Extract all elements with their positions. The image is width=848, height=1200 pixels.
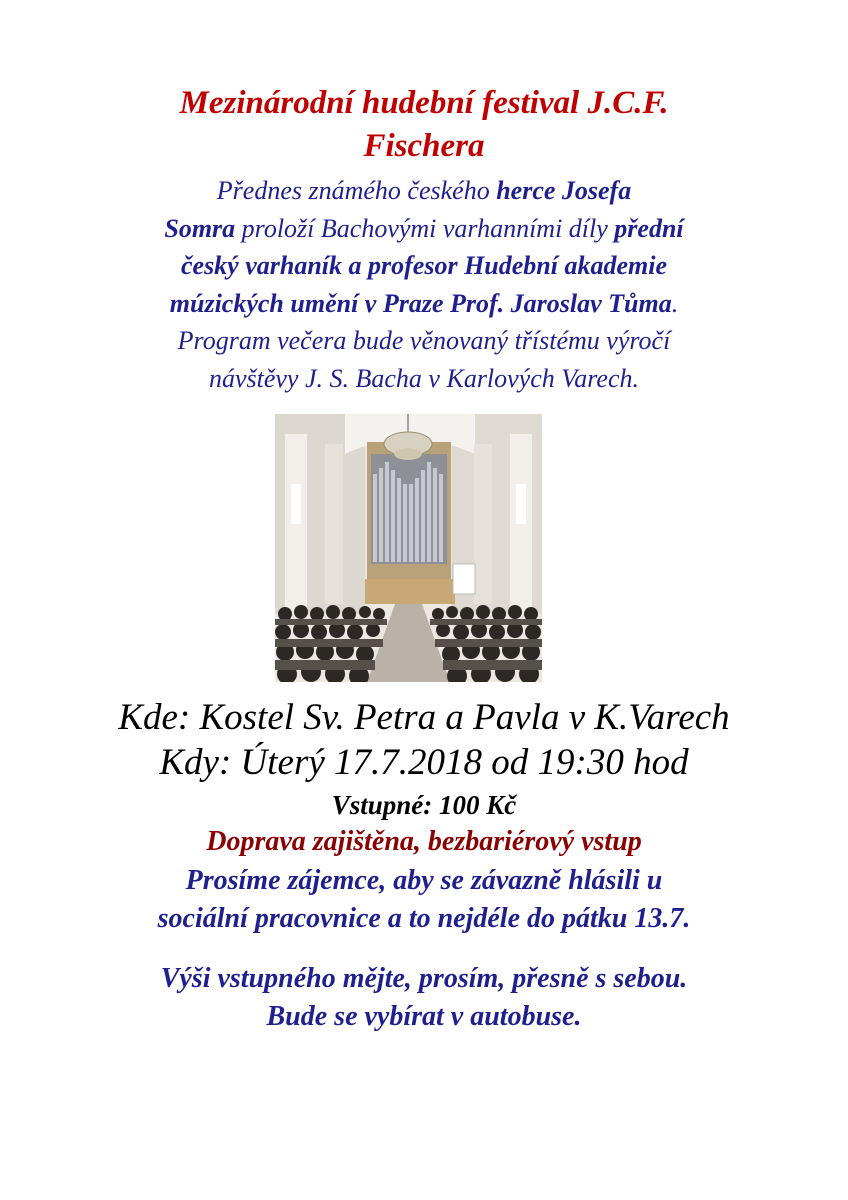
program-description [60,172,788,397]
intro-text: . [671,288,679,318]
registration-notice [40,862,808,938]
intro-organist-title: český varhaník a profesor Hudební akademie [180,251,668,280]
intro-line-4 [60,285,788,323]
event-location: Kde: Kostel Sv. Petra a Pavla v K.Varech [118,697,730,738]
intro-text: Přednes známého českého [216,176,497,205]
intro-line-5: Program večera bude věnovaný třístému výročí [177,326,671,355]
intro-organist-name: múzických umění v Praze Prof. Jaroslav Tůma [169,288,672,318]
payment-line-2: Bude se vybírat v autobuse. [266,1001,582,1032]
festival-title-line1: Mezinárodní hudební festival J.C.F. [179,85,669,121]
payment-line-1: Výši vstupného mějte, prosím, přesně s sebou. [160,963,688,994]
intro-actor-surname: Somra [164,213,236,243]
church-organ-concert-photo [275,414,542,682]
festival-title [60,82,788,168]
payment-notice [40,960,808,1036]
concert-photo-illustration [275,414,542,682]
transport-info: Doprava zajištěna, bezbariérový vstup [206,826,642,857]
intro-line-3 [60,247,788,285]
festival-title-line2: Fischera [363,128,485,164]
registration-line-1: Prosíme zájemce, aby se závazně hlásili u [185,865,663,896]
intro-organist-lead: přední [614,213,684,243]
event-date-time: Kdy: Úterý 17.7.2018 od 19:30 hod [159,742,689,783]
intro-line-6: návštěvy J. S. Bacha v Karlových Varech. [208,363,640,393]
intro-line-2 [60,210,788,248]
intro-line-1 [60,172,788,210]
intro-actor-name: herce Josefa [496,176,632,205]
intro-text: proloží Bachovými varhanními díly [235,213,615,243]
admission-price: Vstupné: 100 Kč [331,790,517,820]
registration-line-2: sociální pracovnice a to nejdéle do pátku 13.7. [157,903,691,934]
